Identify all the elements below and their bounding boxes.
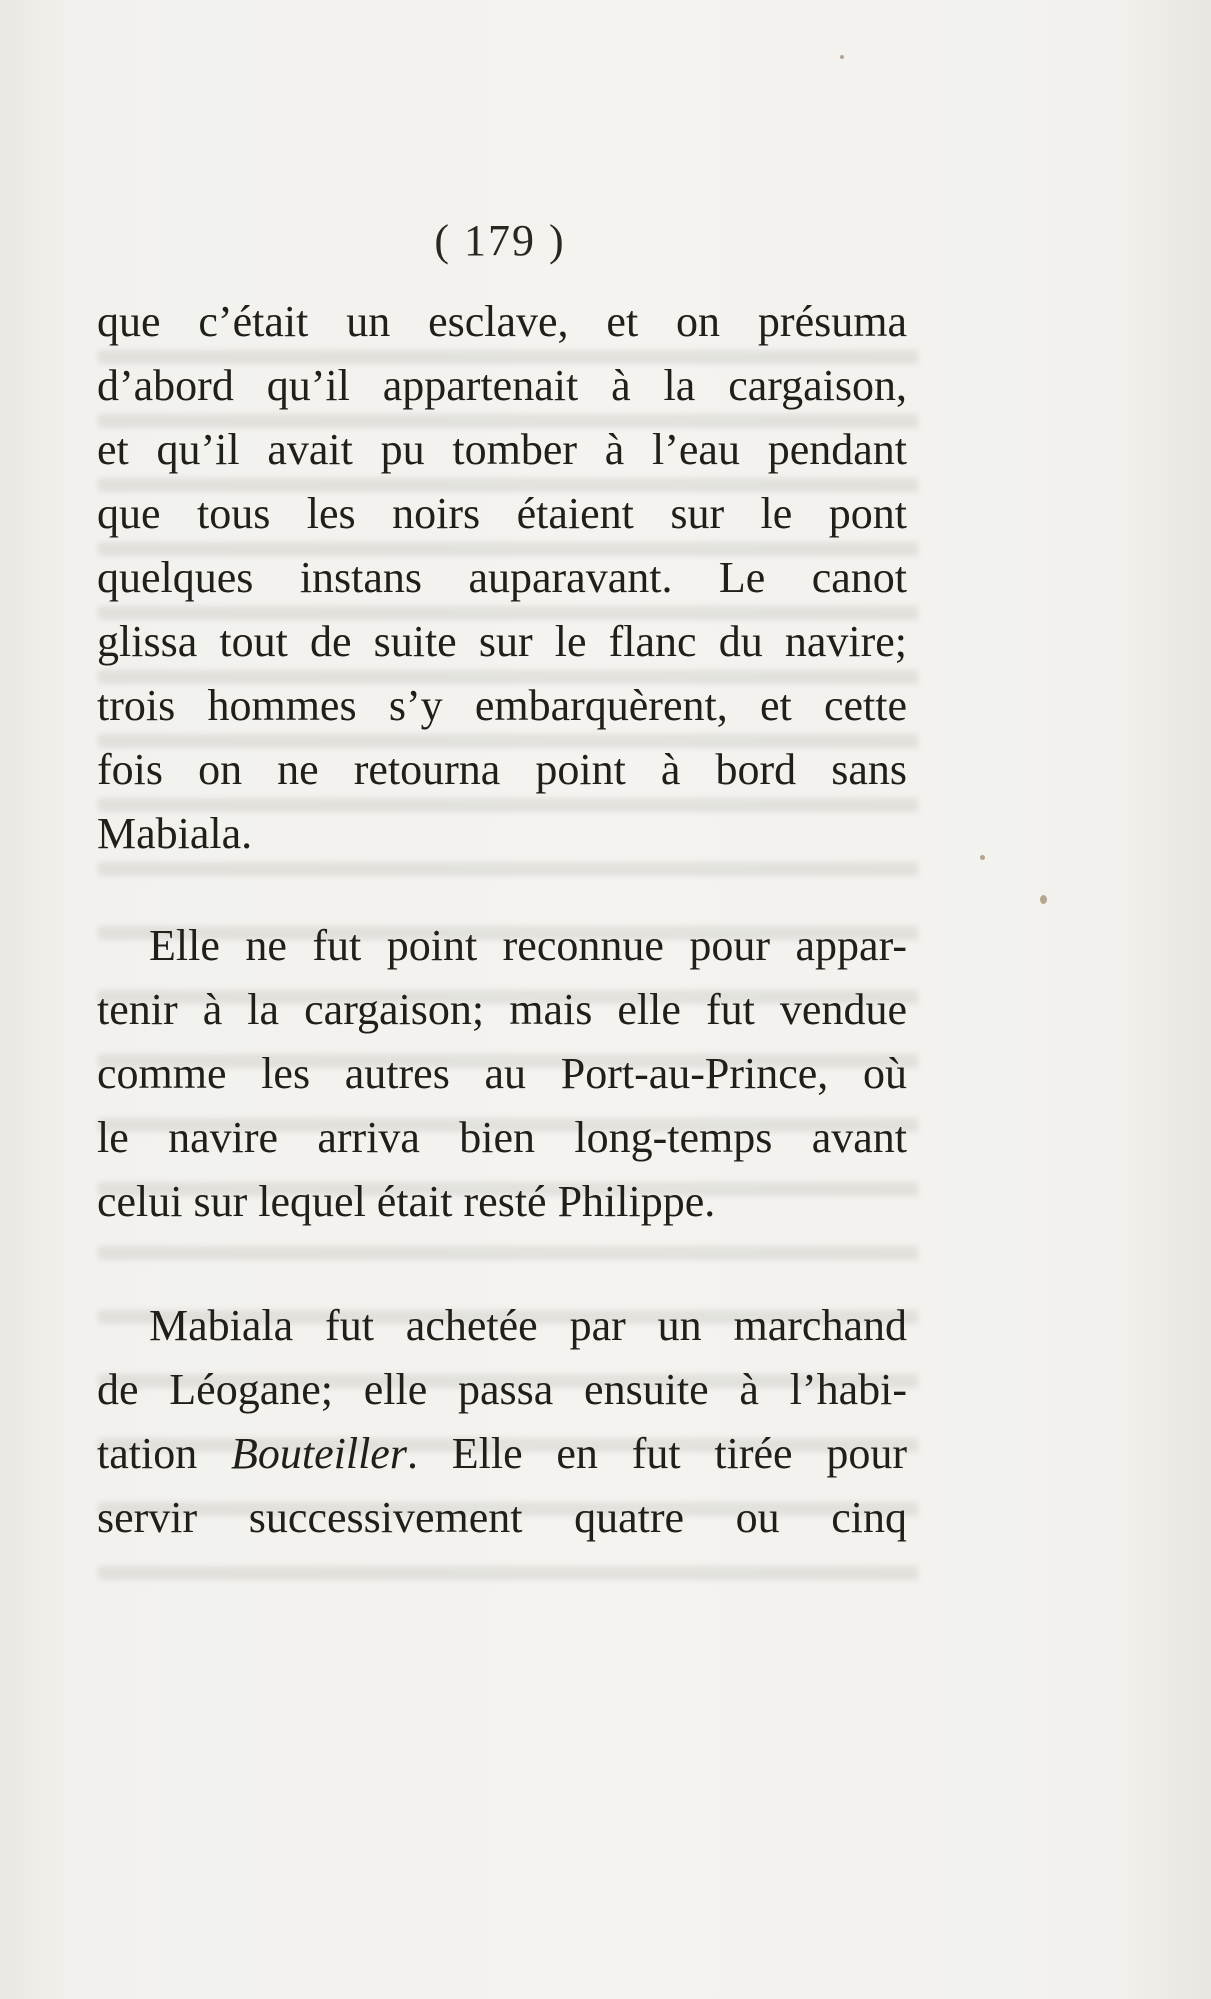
text-line: tenir à la cargaison; mais elle fut vendue xyxy=(97,985,907,1034)
text-line: quelques instans auparavant. Le canot xyxy=(97,553,907,602)
text-line: fois on ne retourna point à bord sans xyxy=(97,745,907,794)
paper-speck xyxy=(1040,895,1047,904)
text-line: Elle ne fut point reconnue pour appar- xyxy=(149,921,907,970)
text-line: le navire arriva bien long-temps avant xyxy=(97,1113,907,1162)
text-line: comme les autres au Port-au-Prince, où xyxy=(97,1049,907,1098)
text-line: glissa tout de suite sur le flanc du navire; xyxy=(97,617,907,666)
text-line xyxy=(97,1426,907,1482)
paper-speck xyxy=(980,855,985,860)
text-line: servir successivement quatre ou cinq xyxy=(97,1493,907,1542)
text-line: de Léogane; elle passa ensuite à l’habi- xyxy=(97,1365,907,1414)
text-line: et qu’il avait pu tomber à l’eau pendant xyxy=(97,425,907,474)
italic-place-name: Bouteiller xyxy=(231,1429,407,1478)
paper-speck xyxy=(840,55,844,59)
text-line: que c’était un esclave, et on présuma xyxy=(97,297,907,346)
text-line-start: tation xyxy=(97,1429,231,1478)
page-number: ( 179 ) xyxy=(434,216,566,265)
text-line: trois hommes s’y embarquèrent, et cette xyxy=(97,681,907,730)
text-line: d’abord qu’il appartenait à la cargaison, xyxy=(97,361,907,410)
text-line: celui sur lequel était resté Philippe. xyxy=(97,1177,716,1226)
text-line: Mabiala fut achetée par un marchand xyxy=(149,1301,907,1350)
text-line-end: . Elle en fut tirée pour xyxy=(406,1429,908,1478)
text-line: que tous les noirs étaient sur le pont xyxy=(97,489,907,538)
text-line: Mabiala. xyxy=(97,809,253,858)
